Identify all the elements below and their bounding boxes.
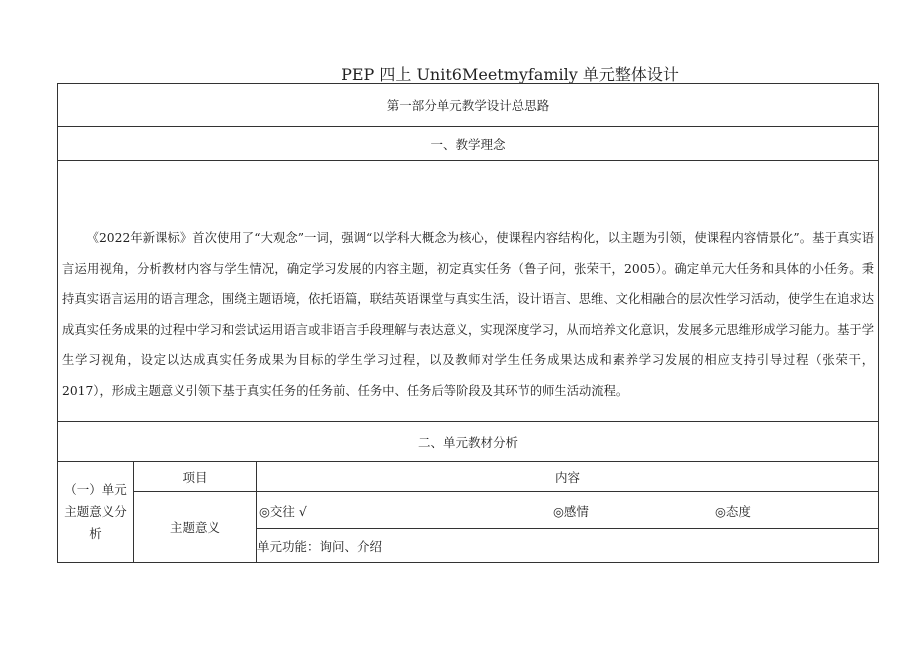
item-header: 项目	[134, 462, 257, 492]
content-header: 内容	[257, 462, 879, 492]
unit-function: 单元功能：询问、介绍	[257, 529, 879, 563]
option-emotion: ◎感情	[553, 504, 589, 519]
option-attitude: ◎态度	[715, 504, 751, 519]
design-table	[57, 83, 879, 563]
philosophy-paragraph: 《2022年新课标》首次使用了“大观念”一词，强调“以学科大概念为核心，使课程内容结构化，以主题为引领，使课程内容情景化”。基于真实语言运用视角，分析教材内容与学生情况，确定学习发展的内容主题，初定真实任务（鲁子问，张荣干，2005）。确定单元大任务和具体的小任务。秉持真实语言运用的语言理念，围绕主题语境，依托语篇，联结英语课堂与真实生活，设计语言、思维、文化相融合的层次性学习活动，使学生在追求达成真实任务成果的过程中学习和尝试运用语言或非语言手段理解与表达意义，实现深度学习，从而培养文化意识，发展多元思维形成学习能力。基于学生学习视角，设定以达成真实任务成果为目标的学生学习过程，以及教师对学生任务成果达成和素养学习发展的相应支持引导过程（张荣干，2017），形成主题意义引领下基于真实任务的任务前、任务中、任务后等阶段及其环节的师生活动流程。	[62, 231, 875, 398]
section1-title: 一、教学理念	[58, 127, 879, 161]
section2-title: 二、单元教材分析	[58, 422, 879, 462]
theme-meaning-label: 主题意义	[134, 492, 257, 563]
document-title: PEP 四上 Unit6Meetmyfamily 单元整体设计	[341, 65, 679, 84]
subsection-label	[58, 462, 134, 563]
philosophy-cell	[58, 161, 879, 422]
theme-options-cell	[257, 492, 879, 529]
option-communication: ◎交往 √	[259, 504, 307, 519]
part1-heading: 第一部分单元教学设计总思路	[58, 84, 879, 127]
subsection-label-text: （一）单元主题意义分析	[64, 482, 127, 541]
